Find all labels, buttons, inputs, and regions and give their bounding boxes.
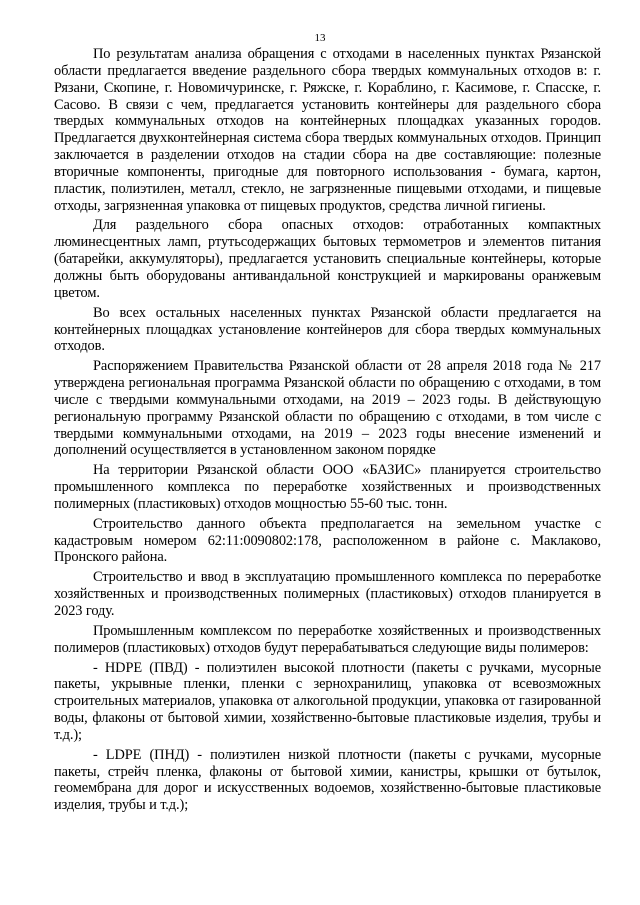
paragraph-commissioning: Строительство и ввод в эксплуатацию промышленного комплекса по переработке хозяйственных и производственных полимерных (пластиковых) отходов планируется в 2023 году. (54, 569, 601, 619)
page-number: 13 (314, 32, 326, 44)
paragraph-other-settlements: Во всех остальных населенных пунктах Рязанской области предлагается на контейнерных площадках установление контейнеров для сбора твердых коммунальных отходов. (54, 304, 601, 355)
list-item-hdpe: - HDPE (ПВД) - полиэтилен высокой плотности (пакеты с ручками, мусорные пакеты, укрывные пленки, пленки с зернохранилищ, упаковка от всевозможных строительных материалов, упаковка от алкогольной продукции, упаковка от газированной воды, флаконы от бытовой химии, хозяйственно-бытовые пластиковые изделия, трубы и т.д.); (54, 659, 601, 743)
paragraph-land-plot: Строительство данного объекта предполагается на земельном участке с кадастровым номером 62:11:0090802:178, расположенном в районе с. Маклаково, Пронского района. (54, 515, 601, 566)
paragraph-hazardous-waste: Для раздельного сбора опасных отходов: отработанных компактных люминесцентных ламп, ртутьсодержащих бытовых термометров и элементов питания (батарейки, аккумуляторы), предлагается установить специальные контейнеры, которые должны быть оборудованы антивандальной конструкцией и маркированы оранжевым цветом. (54, 217, 601, 301)
paragraph-regional-program: Распоряжением Правительства Рязанской области от 28 апреля 2018 года № 217 утверждена региональная программа Рязанской области по обращению с отходами, в том числе с твердыми коммунальными отходами, на 2019 – 2023 годы. В действующую региональную программу Рязанской области по обращению с отходами, в том числе с твердыми коммунальными отходами, на 2019 – 2023 годы внесение изменений и дополнений осуществляется в установленном законом порядке (54, 358, 601, 459)
list-item-ldpe: - LDPE (ПНД) - полиэтилен низкой плотности (пакеты с ручками, мусорные пакеты, стрейч пленка, флаконы от бытовой химии, канистры, крышки от бутылок, геомембрана для дорог и искусственных водоемов, хозяйственно-бытовые пластиковые изделия, трубы и т.д.); (54, 746, 601, 814)
paragraph-polymer-types-intro: Промышленным комплексом по переработке хозяйственных и производственных полимеров (пластиковых) отходов будут перерабатываться следующие виды полимеров: (54, 622, 601, 656)
document-body (54, 46, 601, 817)
paragraph-bazis-complex: На территории Рязанской области ООО «БАЗИС» планируется строительство промышленного комплекса по переработке хозяйственных и производственных полимерных (пластиковых) отходов мощностью 55-60 тыс. тонн. (54, 462, 601, 512)
paragraph-separate-collection: По результатам анализа обращения с отходами в населенных пунктах Рязанской области предлагается введение раздельного сбора твердых коммунальных отходов в: г. Рязани, Скопине, г. Новомичуринске, г. Ряжске, г. Кораблино, г. Касимове, г. Спасске, г. Сасово. В связи с чем, предлагается установить контейнеры для раздельного сбора твердых коммунальных отходов на контейнерных площадках указанных городов. Предлагается двухконтейнерная система сбора твердых коммунальных отходов. Принцип заключается в разделении отходов на стадии сбора на две составляющие: полезные вторичные компоненты, пригодные для повторного использования - бумага, картон, пластик, полиэтилен, металл, стекло, не загрязненные пищевыми отходами, и пищевые отходы, загрязненная упаковка от пищевых продуктов, средства личной гигиены. (54, 46, 601, 214)
